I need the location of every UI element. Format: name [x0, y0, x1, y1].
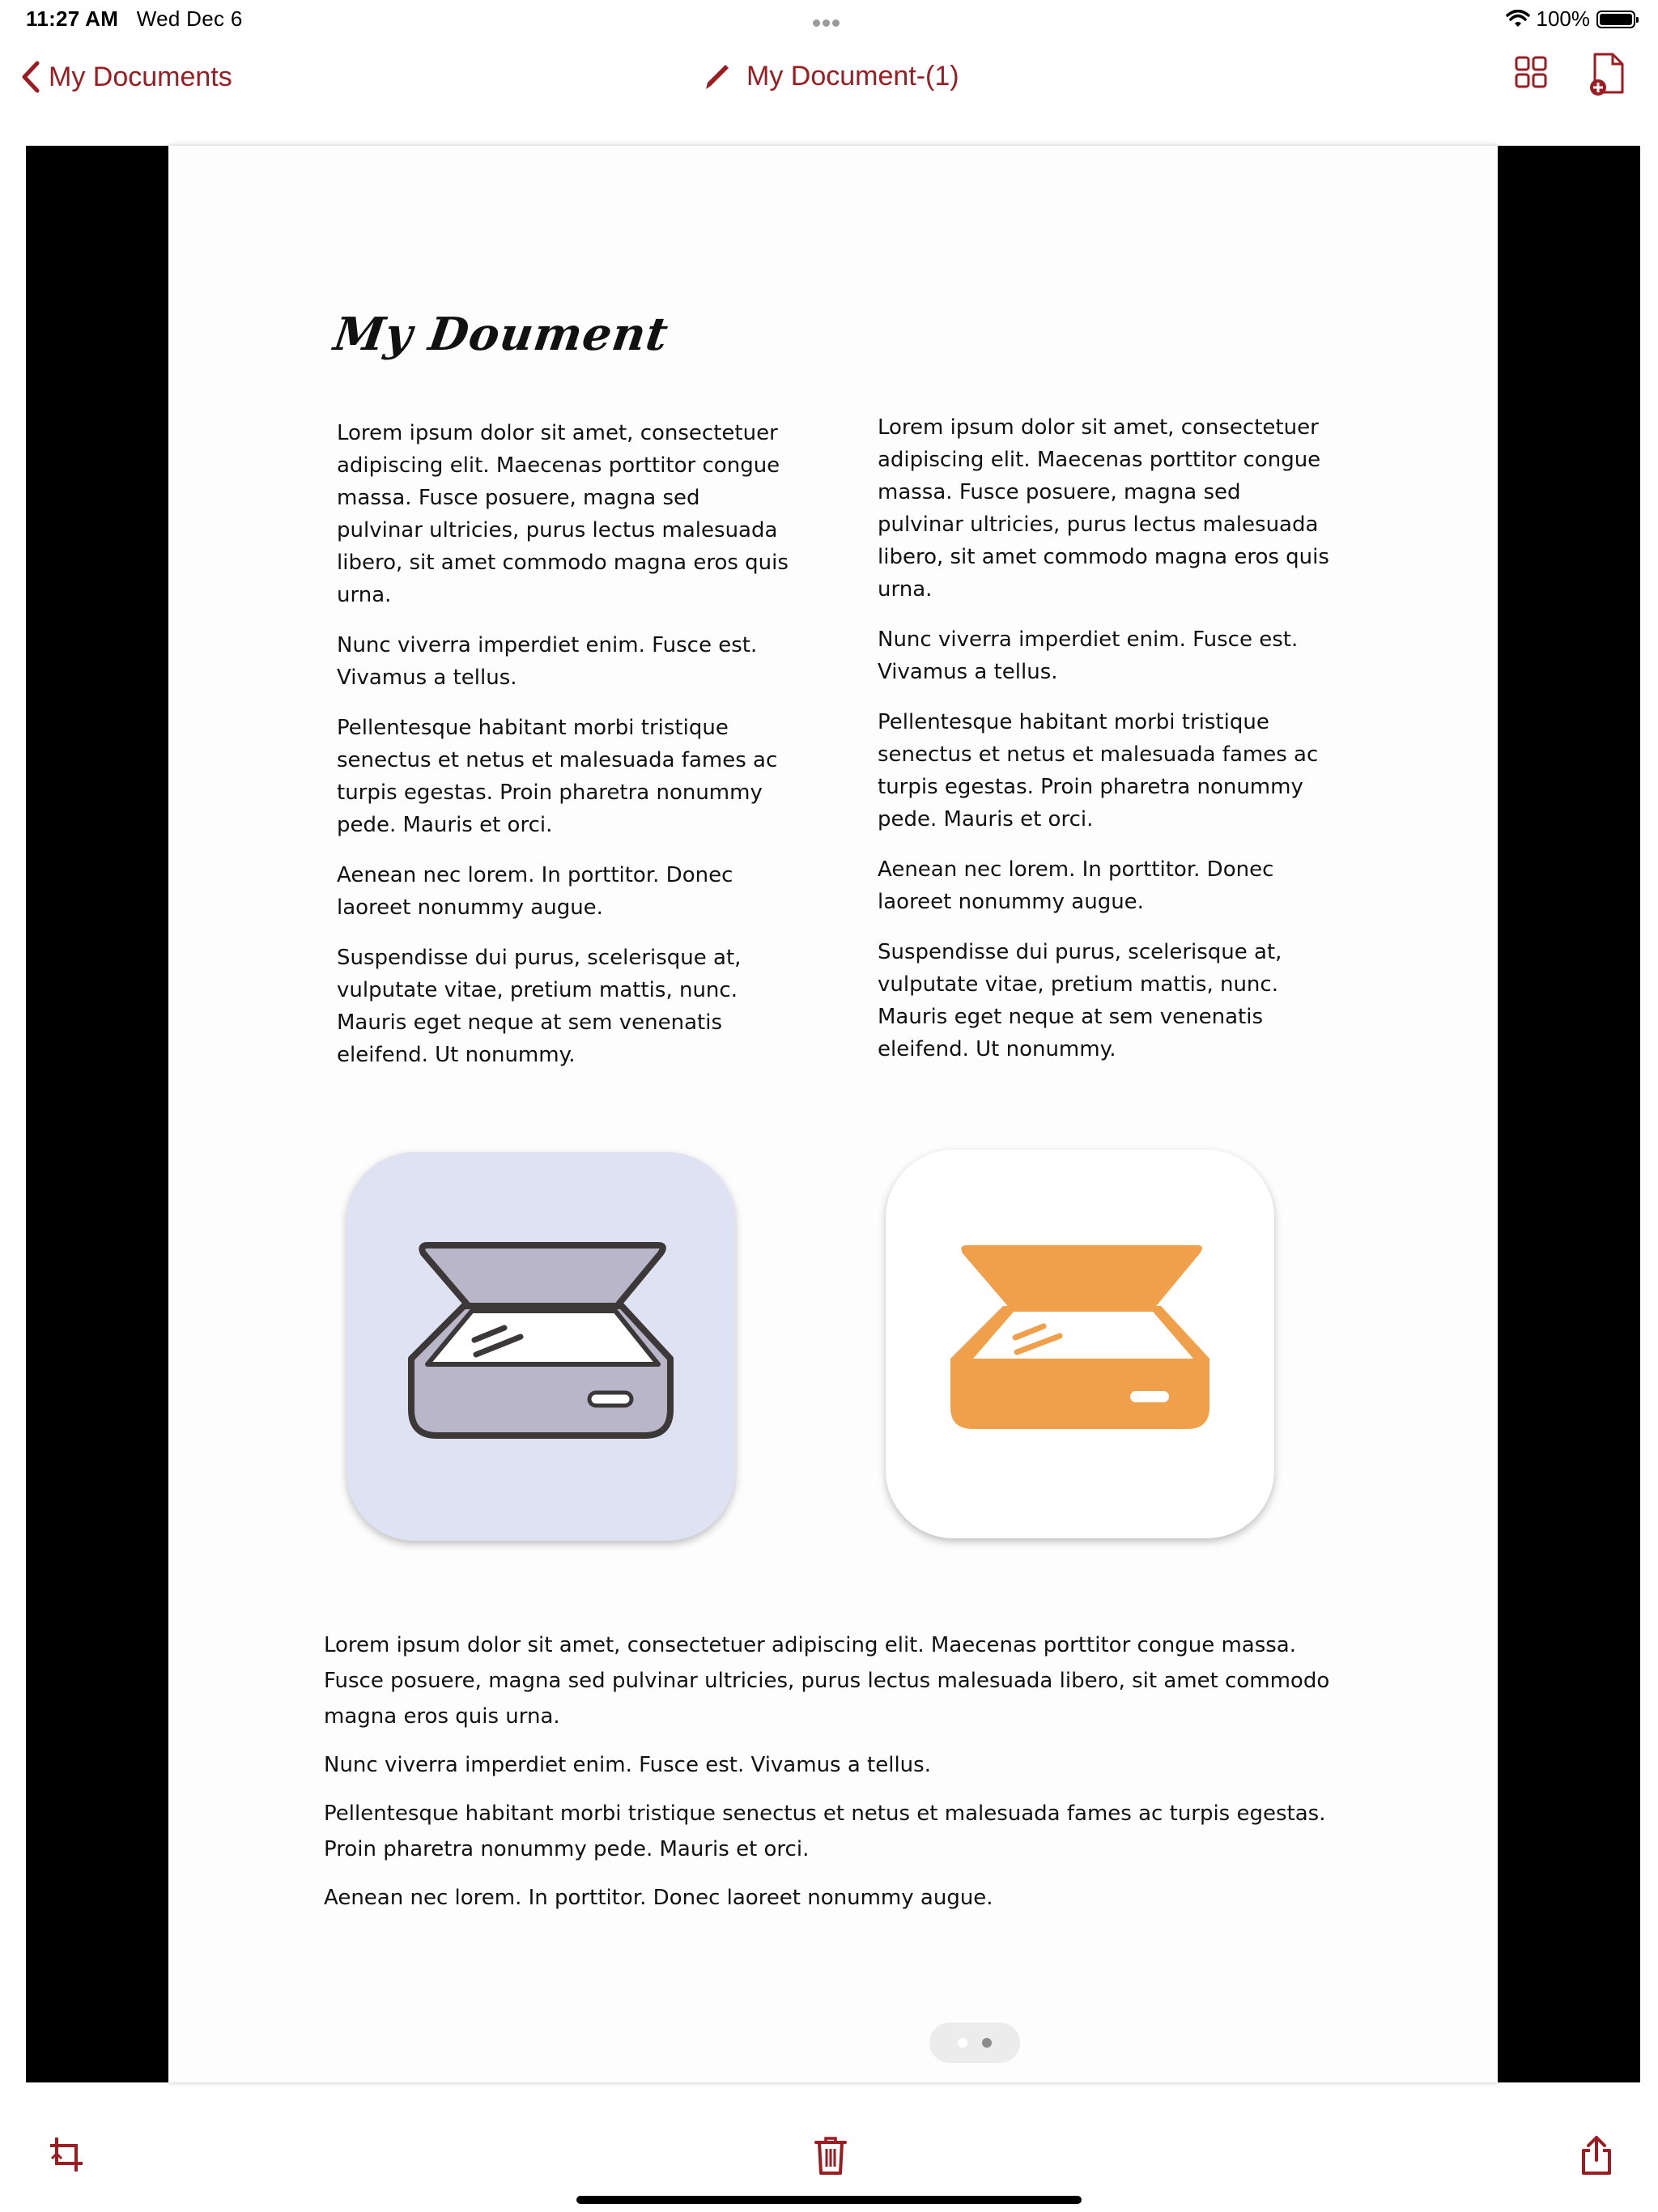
rename-document-button[interactable]: [701, 60, 959, 92]
battery-icon: [1596, 11, 1635, 28]
paragraph: Suspendisse dui purus, scelerisque at, vulputate vitae, pretium mattis, nunc. Mauris eget neque at sem venenatis eleifend. Ut nonummy.: [337, 946, 742, 1067]
document-title: My Document-(1): [746, 60, 959, 91]
battery-percent: 100%: [1536, 6, 1590, 31]
page-dot[interactable]: [958, 2038, 967, 2048]
home-indicator[interactable]: [576, 2196, 1082, 2204]
clock: 11:27 AM: [26, 6, 119, 31]
page-indicator[interactable]: [929, 2023, 1020, 2063]
right-column: [878, 411, 1331, 1083]
navigation-bar: [0, 49, 1658, 113]
pencil-icon: [701, 60, 733, 92]
add-document-icon: [1588, 52, 1629, 97]
paragraph: Lorem ipsum dolor sit amet, consectetuer adipiscing elit. Maecenas porttitor congue massa. Fusce posuere, magna sed pulvinar ultricies, purus lectus malesuada libero, sit amet commodo magna eros quis urna.: [324, 1633, 1330, 1729]
paragraph: Lorem ipsum dolor sit amet, consectetuer adipiscing elit. Maecenas porttitor congue massa. Fusce posuere, magna sed pulvinar ultricies, purus lectus malesuada libero, sit amet commodo magna eros quis urna.: [337, 421, 789, 607]
paragraph: Nunc viverra imperdiet enim. Fusce est. Vivamus a tellus.: [337, 633, 758, 690]
back-label: My Documents: [49, 61, 232, 92]
grid-view-button[interactable]: [1514, 55, 1548, 93]
trash-icon: [813, 2134, 848, 2176]
add-page-button[interactable]: [1588, 52, 1629, 101]
paragraph: Nunc viverra imperdiet enim. Fusce est. Vivamus a tellus.: [324, 1753, 931, 1777]
scanner-app-icon-gray: [346, 1152, 735, 1541]
paragraph: Pellentesque habitant morbi tristique senectus et netus et malesuada fames ac turpis egestas. Proin pharetra nonummy pede. Mauris et orci.: [337, 716, 778, 837]
paragraph: Lorem ipsum dolor sit amet, consectetuer adipiscing elit. Maecenas porttitor congue massa. Fusce posuere, magna sed pulvinar ultricies, purus lectus malesuada libero, sit amet commodo magna eros quis urna.: [878, 415, 1329, 602]
scanner-app-icon-orange: [886, 1150, 1274, 1538]
page-dot-current[interactable]: [982, 2038, 992, 2048]
status-indicators: [1506, 6, 1636, 32]
paragraph: Aenean nec lorem. In porttitor. Donec laoreet nonummy augue.: [324, 1886, 993, 1910]
share-button[interactable]: [1579, 2134, 1614, 2180]
scanner-icon: [346, 1152, 735, 1541]
share-icon: [1579, 2134, 1614, 2176]
wifi-icon: [1506, 10, 1530, 29]
paragraph: Pellentesque habitant morbi tristique senectus et netus et malesuada fames ac turpis egestas. Proin pharetra nonummy pede. Mauris et orci.: [878, 710, 1319, 832]
paragraph: Suspendisse dui purus, scelerisque at, vulputate vitae, pretium mattis, nunc. Mauris eget neque at sem venenatis eleifend. Ut nonummy.: [878, 940, 1282, 1061]
multitasking-dots[interactable]: [813, 16, 845, 24]
paragraph: Nunc viverra imperdiet enim. Fusce est. Vivamus a tellus.: [878, 627, 1299, 684]
delete-button[interactable]: [813, 2134, 848, 2180]
scanner-icon: [886, 1150, 1274, 1538]
crop-button[interactable]: [47, 2134, 86, 2180]
status-time: [26, 6, 243, 32]
back-button[interactable]: [19, 60, 232, 94]
paragraph: Pellentesque habitant morbi tristique senectus et netus et malesuada fames ac turpis egestas. Proin pharetra nonummy pede. Mauris et orci.: [324, 1802, 1326, 1861]
paragraph: Aenean nec lorem. In porttitor. Donec laoreet nonummy augue.: [878, 857, 1274, 914]
document-heading: My Doument: [330, 308, 672, 361]
grid-icon: [1514, 55, 1548, 89]
crop-rotate-icon: [47, 2134, 86, 2176]
chevron-left-icon: [19, 60, 40, 94]
document-viewer[interactable]: [26, 146, 1640, 2082]
bottom-text: [324, 1627, 1352, 1929]
status-bar: [0, 0, 1658, 39]
paragraph: Aenean nec lorem. In porttitor. Donec laoreet nonummy augue.: [337, 863, 733, 920]
left-column: [337, 417, 790, 1089]
date: Wed Dec 6: [136, 6, 243, 31]
document-page[interactable]: [168, 146, 1498, 2082]
